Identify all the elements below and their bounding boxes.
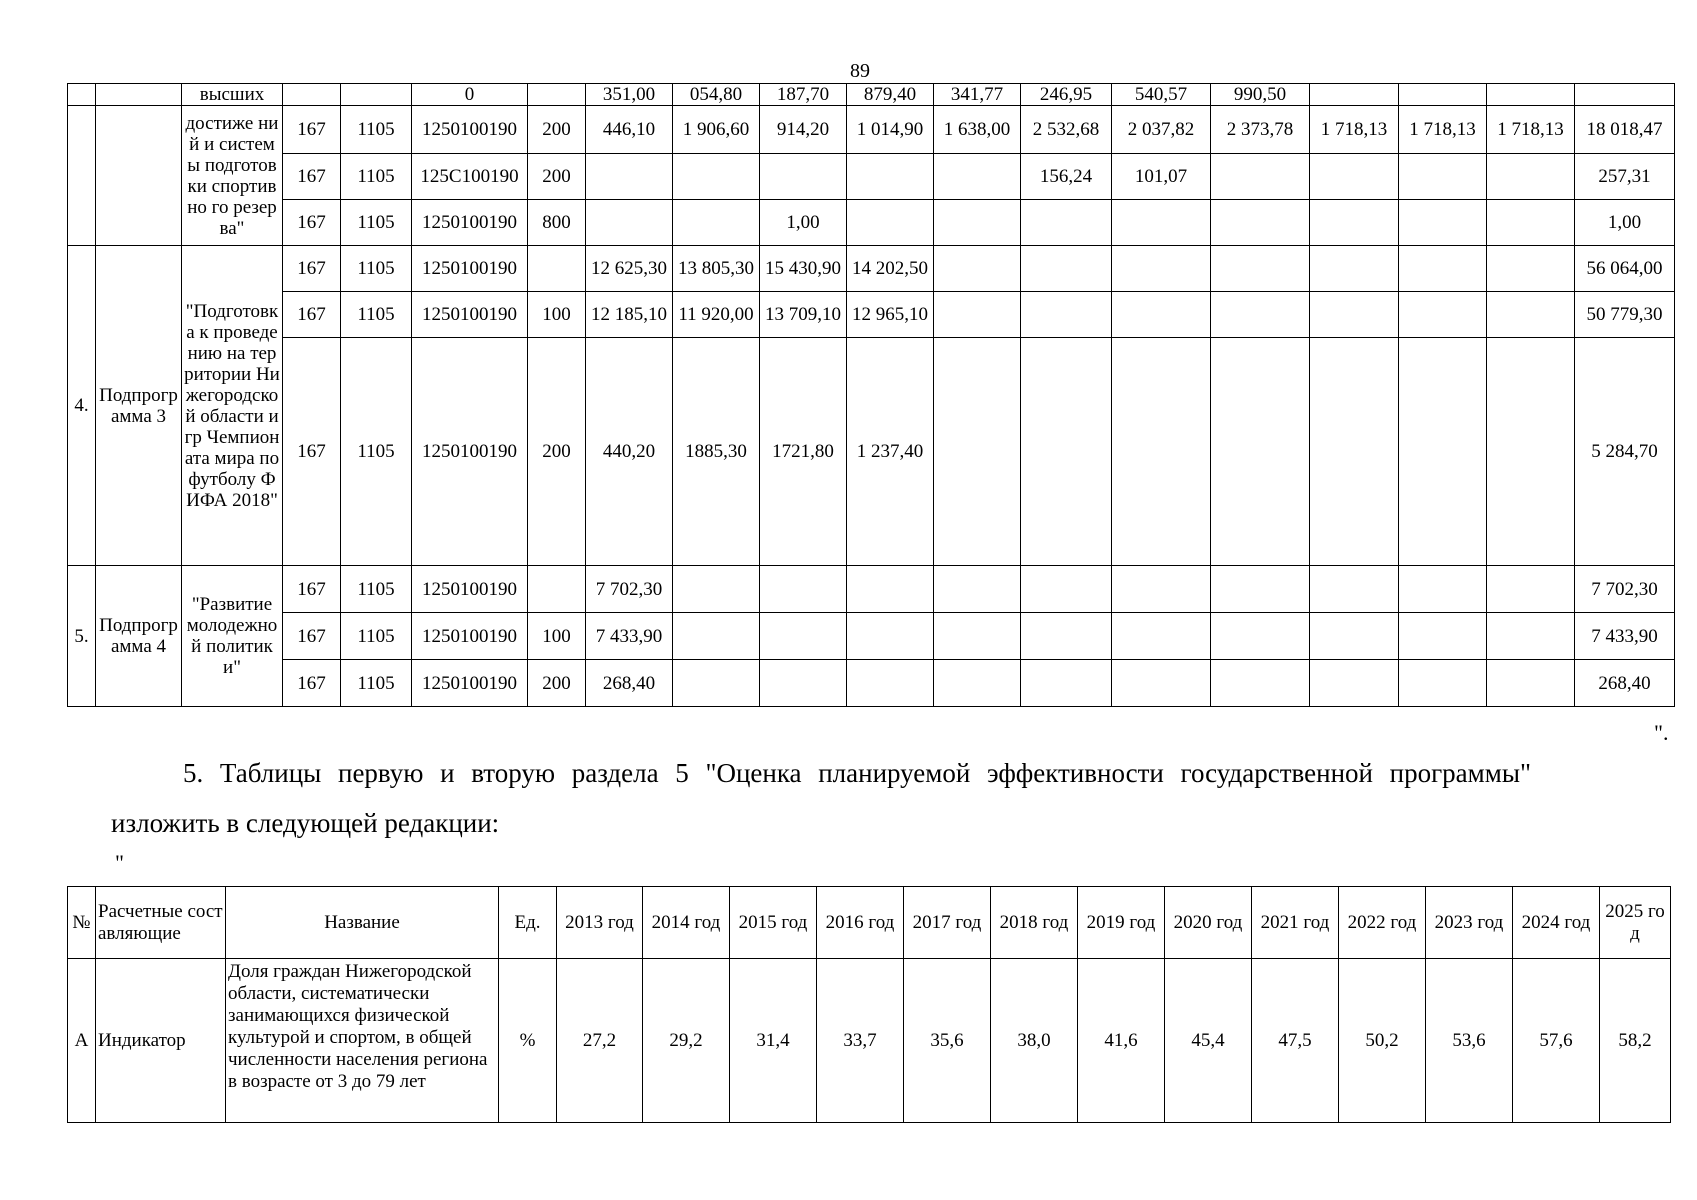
code-cell: [528, 84, 586, 106]
value-cell: [586, 154, 673, 200]
row-value: 29,2: [643, 959, 730, 1123]
header-year: 2013 год: [557, 887, 643, 959]
code-cell: 1250100190: [412, 566, 528, 613]
code-cell: 1105: [341, 106, 412, 154]
code-cell: 125C100190: [412, 154, 528, 200]
value-cell: [1211, 613, 1310, 660]
row-num: [68, 84, 96, 106]
value-cell: 1885,30: [673, 338, 760, 566]
row-value: 38,0: [991, 959, 1078, 1123]
code-cell: 200: [528, 338, 586, 566]
value-cell: [934, 613, 1021, 660]
title-cell: высших: [182, 84, 283, 106]
value-cell: 7 433,90: [1575, 613, 1675, 660]
title-cell: "Подготовка к проведению на территории Нижегородской области игр Чемпионата мира по футболу ФИФА 2018": [182, 246, 283, 566]
code-cell: [283, 84, 341, 106]
code-cell: [341, 84, 412, 106]
value-cell: 341,77: [934, 84, 1021, 106]
header-year: 2014 год: [643, 887, 730, 959]
code-cell: 1105: [341, 292, 412, 338]
value-cell: [1310, 200, 1399, 246]
value-cell: [1310, 292, 1399, 338]
value-cell: [673, 200, 760, 246]
value-cell: 440,20: [586, 338, 673, 566]
value-cell: 7 702,30: [1575, 566, 1675, 613]
header-year: 2020 год: [1165, 887, 1252, 959]
value-cell: [1310, 660, 1399, 707]
value-cell: [1399, 200, 1487, 246]
value-cell: [1112, 613, 1211, 660]
value-cell: [760, 660, 847, 707]
table-row: [68, 84, 1675, 106]
code-cell: 1105: [341, 154, 412, 200]
value-cell: [1211, 200, 1310, 246]
code-cell: 1250100190: [412, 613, 528, 660]
code-cell: 167: [283, 292, 341, 338]
value-cell: [1021, 660, 1112, 707]
value-cell: [673, 566, 760, 613]
header-components: Расчетные составляющие: [96, 887, 226, 959]
value-cell: [1211, 292, 1310, 338]
value-cell: [1310, 84, 1399, 106]
value-cell: 914,20: [760, 106, 847, 154]
row-value: 41,6: [1078, 959, 1165, 1123]
title-cell: достиже ний и системы подготовки спортивно го резерва": [182, 106, 283, 246]
header-year: 2016 год: [817, 887, 904, 959]
row-value: 33,7: [817, 959, 904, 1123]
value-cell: [760, 613, 847, 660]
value-cell: [847, 200, 934, 246]
row-value: 45,4: [1165, 959, 1252, 1123]
code-cell: [528, 566, 586, 613]
value-cell: [1487, 566, 1575, 613]
value-cell: [1487, 154, 1575, 200]
row-value: 50,2: [1339, 959, 1426, 1123]
code-cell: 0: [412, 84, 528, 106]
header-year: 2021 год: [1252, 887, 1339, 959]
value-cell: 12 625,30: [586, 246, 673, 292]
value-cell: 446,10: [586, 106, 673, 154]
header-year: 2015 год: [730, 887, 817, 959]
value-cell: [1021, 338, 1112, 566]
code-cell: 1250100190: [412, 106, 528, 154]
code-cell: 1105: [341, 200, 412, 246]
value-cell: [1211, 338, 1310, 566]
header-name: Название: [226, 887, 499, 959]
code-cell: 1105: [341, 338, 412, 566]
code-cell: 1250100190: [412, 338, 528, 566]
header-year: 2017 год: [904, 887, 991, 959]
value-cell: [1021, 292, 1112, 338]
value-cell: [1112, 566, 1211, 613]
row-name: Доля граждан Нижегородской области, систематически занимающихся физической культурой и спортом, в общей численности населения региона в возрасте от 3 до 79 лет: [226, 959, 499, 1123]
table-row: [68, 338, 1675, 566]
header-year: 2018 год: [991, 887, 1078, 959]
value-cell: [673, 660, 760, 707]
value-cell: [1399, 566, 1487, 613]
subprogram-cell: [96, 106, 182, 246]
value-cell: [1399, 613, 1487, 660]
header-year: 2019 год: [1078, 887, 1165, 959]
table-row: [68, 200, 1675, 246]
value-cell: 351,00: [586, 84, 673, 106]
row-value: 47,5: [1252, 959, 1339, 1123]
header-year: 2024 год: [1513, 887, 1600, 959]
code-cell: 1105: [341, 246, 412, 292]
value-cell: [1021, 566, 1112, 613]
header-year: 2025 год: [1600, 887, 1671, 959]
value-cell: [1487, 246, 1575, 292]
code-cell: 167: [283, 613, 341, 660]
title-cell: "Развитие молодежной политики": [182, 566, 283, 707]
value-cell: [1487, 660, 1575, 707]
code-cell: 167: [283, 566, 341, 613]
value-cell: [1487, 84, 1575, 106]
code-cell: 167: [283, 200, 341, 246]
value-cell: 5 284,70: [1575, 338, 1675, 566]
table-row: [68, 154, 1675, 200]
code-cell: 800: [528, 200, 586, 246]
value-cell: 1 718,13: [1487, 106, 1575, 154]
value-cell: [1310, 154, 1399, 200]
value-cell: 1 906,60: [673, 106, 760, 154]
row-value: 53,6: [1426, 959, 1513, 1123]
value-cell: 2 373,78: [1211, 106, 1310, 154]
code-cell: 1105: [341, 660, 412, 707]
header-unit: Ед.: [499, 887, 557, 959]
amendment-paragraph: 5. Таблицы первую и вторую раздела 5 "Оценка планируемой эффективности государственной программы": [183, 758, 1531, 788]
value-cell: 2 532,68: [1021, 106, 1112, 154]
value-cell: 187,70: [760, 84, 847, 106]
value-cell: 1 237,40: [847, 338, 934, 566]
value-cell: [1211, 566, 1310, 613]
closing-quote: ".: [1654, 720, 1669, 745]
value-cell: 268,40: [1575, 660, 1675, 707]
value-cell: [1399, 154, 1487, 200]
value-cell: [1021, 200, 1112, 246]
value-cell: 054,80: [673, 84, 760, 106]
value-cell: 14 202,50: [847, 246, 934, 292]
value-cell: 540,57: [1112, 84, 1211, 106]
value-cell: [586, 200, 673, 246]
table-row: [68, 106, 1675, 154]
value-cell: 156,24: [1021, 154, 1112, 200]
table-row: [68, 566, 1675, 613]
indicator-table: [67, 886, 1671, 1123]
code-cell: 1105: [341, 566, 412, 613]
row-value: 57,6: [1513, 959, 1600, 1123]
value-cell: [1211, 154, 1310, 200]
value-cell: 257,31: [1575, 154, 1675, 200]
table-header-row: [68, 887, 1671, 959]
value-cell: [1399, 292, 1487, 338]
value-cell: [760, 566, 847, 613]
value-cell: [1310, 613, 1399, 660]
subprogram-cell: Подпрограмма 3: [96, 246, 182, 566]
value-cell: [934, 200, 1021, 246]
value-cell: 1721,80: [760, 338, 847, 566]
row-num: А: [68, 959, 96, 1123]
code-cell: [528, 246, 586, 292]
code-cell: 167: [283, 246, 341, 292]
value-cell: [847, 613, 934, 660]
value-cell: [1399, 246, 1487, 292]
subprogram-cell: Подпрограмма 4: [96, 566, 182, 707]
value-cell: [673, 154, 760, 200]
row-num: [68, 106, 96, 246]
value-cell: 1 718,13: [1310, 106, 1399, 154]
value-cell: 1,00: [760, 200, 847, 246]
opening-quote: ": [115, 850, 124, 875]
table-row: [68, 959, 1671, 1123]
value-cell: 56 064,00: [1575, 246, 1675, 292]
value-cell: [1487, 292, 1575, 338]
value-cell: [1112, 246, 1211, 292]
value-cell: 1 014,90: [847, 106, 934, 154]
value-cell: [934, 566, 1021, 613]
code-cell: 1105: [341, 613, 412, 660]
value-cell: 1 718,13: [1399, 106, 1487, 154]
value-cell: [1211, 246, 1310, 292]
value-cell: [934, 246, 1021, 292]
code-cell: 1250100190: [412, 200, 528, 246]
page-number: 89: [850, 60, 870, 82]
row-value: 35,6: [904, 959, 991, 1123]
value-cell: [1112, 200, 1211, 246]
code-cell: 100: [528, 613, 586, 660]
value-cell: 50 779,30: [1575, 292, 1675, 338]
value-cell: [1399, 660, 1487, 707]
code-cell: 200: [528, 106, 586, 154]
value-cell: [1399, 84, 1487, 106]
value-cell: 13 709,10: [760, 292, 847, 338]
value-cell: 7 433,90: [586, 613, 673, 660]
row-num: 4.: [68, 246, 96, 566]
code-cell: 1250100190: [412, 246, 528, 292]
header-year: 2023 год: [1426, 887, 1513, 959]
value-cell: 15 430,90: [760, 246, 847, 292]
row-component: Индикатор: [96, 959, 226, 1123]
row-num: 5.: [68, 566, 96, 707]
value-cell: [934, 292, 1021, 338]
row-value: 31,4: [730, 959, 817, 1123]
table-row: [68, 660, 1675, 707]
value-cell: [1487, 200, 1575, 246]
value-cell: 101,07: [1112, 154, 1211, 200]
value-cell: [1310, 566, 1399, 613]
value-cell: 268,40: [586, 660, 673, 707]
value-cell: [847, 566, 934, 613]
table-row: [68, 292, 1675, 338]
value-cell: [1112, 338, 1211, 566]
row-unit: %: [499, 959, 557, 1123]
value-cell: [760, 154, 847, 200]
value-cell: 1 638,00: [934, 106, 1021, 154]
value-cell: [1399, 338, 1487, 566]
table-row: [68, 246, 1675, 292]
value-cell: [934, 338, 1021, 566]
amendment-paragraph-continued: изложить в следующей редакции:: [111, 808, 500, 838]
value-cell: 7 702,30: [586, 566, 673, 613]
value-cell: 13 805,30: [673, 246, 760, 292]
code-cell: 1250100190: [412, 660, 528, 707]
value-cell: 1,00: [1575, 200, 1675, 246]
value-cell: [1021, 246, 1112, 292]
value-cell: [673, 613, 760, 660]
code-cell: 200: [528, 660, 586, 707]
value-cell: [934, 660, 1021, 707]
code-cell: 167: [283, 338, 341, 566]
value-cell: 990,50: [1211, 84, 1310, 106]
value-cell: [1487, 338, 1575, 566]
value-cell: [847, 154, 934, 200]
value-cell: [1575, 84, 1675, 106]
code-cell: 100: [528, 292, 586, 338]
code-cell: 167: [283, 660, 341, 707]
subprogram-cell: [96, 84, 182, 106]
value-cell: 879,40: [847, 84, 934, 106]
value-cell: 2 037,82: [1112, 106, 1211, 154]
code-cell: 200: [528, 154, 586, 200]
value-cell: [847, 660, 934, 707]
value-cell: [1310, 338, 1399, 566]
code-cell: 1250100190: [412, 292, 528, 338]
budget-table: [67, 83, 1675, 707]
value-cell: 246,95: [1021, 84, 1112, 106]
value-cell: [1310, 246, 1399, 292]
header-num: №: [68, 887, 96, 959]
row-value: 27,2: [557, 959, 643, 1123]
code-cell: 167: [283, 106, 341, 154]
value-cell: [1487, 613, 1575, 660]
value-cell: [934, 154, 1021, 200]
code-cell: 167: [283, 154, 341, 200]
row-value: 58,2: [1600, 959, 1671, 1123]
value-cell: [1021, 613, 1112, 660]
value-cell: [1211, 660, 1310, 707]
header-year: 2022 год: [1339, 887, 1426, 959]
value-cell: 12 185,10: [586, 292, 673, 338]
value-cell: 12 965,10: [847, 292, 934, 338]
value-cell: [1112, 660, 1211, 707]
table-row: [68, 613, 1675, 660]
value-cell: 11 920,00: [673, 292, 760, 338]
value-cell: 18 018,47: [1575, 106, 1675, 154]
value-cell: [1112, 292, 1211, 338]
